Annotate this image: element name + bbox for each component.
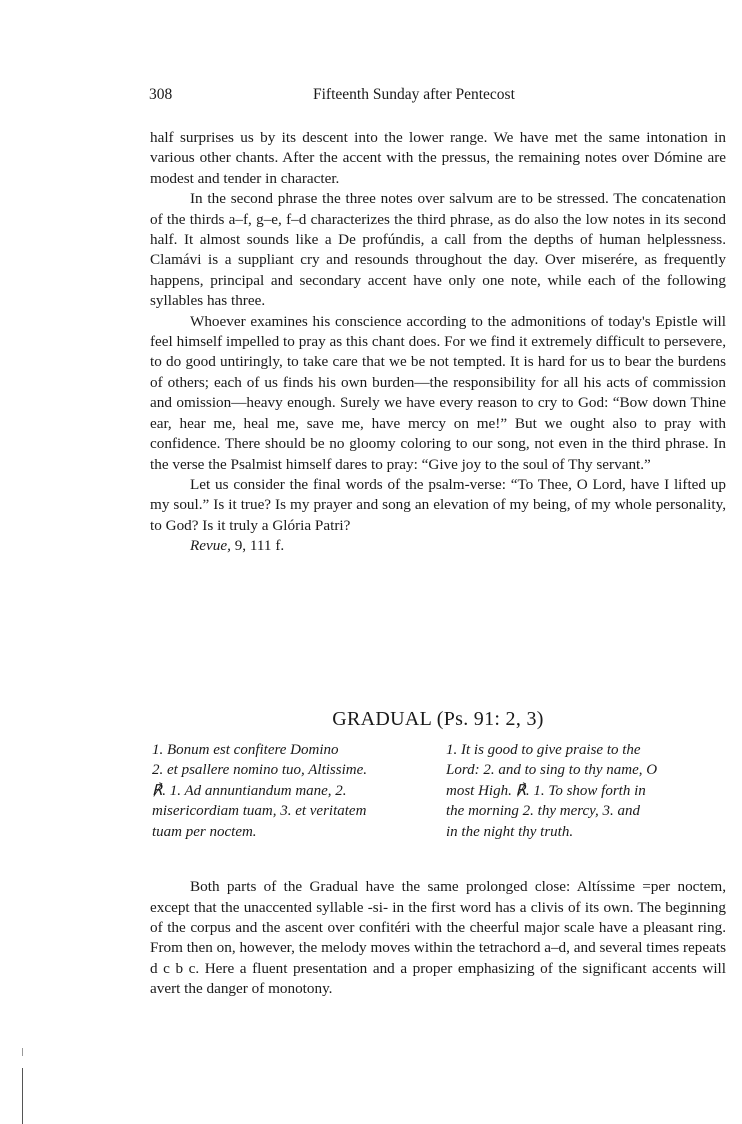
paragraph: Whoever examines his conscience according to the admonitions of today's Epistle will feel himself impelled to pray as this chant does. For we find it extremely difficult to persevere, to do good untiringly, to take care that we be not tempted. It is hard for us to bear the burdens of others; each of us finds his own burden—the responsibility for all his acts of commission and omission—heavy enough. Surely we have every reason to cry to God: “Bow down Thine ear, hear me, heal me, save me, have mercy on me!” But we ought also to pray with confidence. There should be no gloomy coloring to our song, not even in the third phrase. In the verse the Psalmist himself dares to pray: “Give joy to the soul of Thy servant.” bbox=[150, 312, 726, 473]
page-header bbox=[150, 86, 726, 106]
english-line: most High. ℟. 1. To show forth in bbox=[446, 782, 646, 799]
gradual-heading bbox=[150, 708, 726, 731]
gradual-title: GRADUAL bbox=[332, 708, 432, 730]
paragraph: Both parts of the Gradual have the same prolonged close: Altíssime =per noctem, except that the unaccented syllable -si- in the first word has a clivis of its own. The beginning of the corpus and the ascent over confitéri with the cheerful major scale have a pleasant ring. From then on, however, the melody moves within the tetrachord a–d, and several times repeats d c b c. Here a fluent presentation and a proper emphasizing of the significant accents will avert the danger of monotony. bbox=[150, 878, 726, 998]
scan-margin-mark bbox=[22, 1048, 23, 1056]
english-line: Lord: 2. and to sing to thy name, O bbox=[446, 762, 658, 779]
scan-margin-line bbox=[22, 1068, 23, 1124]
latin-line: 2. et psallere nomino tuo, Altissime. bbox=[152, 762, 367, 779]
english-text-column bbox=[446, 740, 728, 842]
latin-line: ℟. 1. Ad annuntiandum mane, 2. bbox=[152, 782, 347, 799]
gradual-citation: (Ps. 91: 2, 3) bbox=[436, 708, 544, 730]
closing-text bbox=[150, 862, 726, 1015]
paragraph: half surprises us by its descent into the lower range. We have met the same intonation in various other chants. After the accent with the pressus, the remaining notes over Dómine are modest and tender in character. bbox=[150, 129, 726, 187]
english-line: in the night thy truth. bbox=[446, 823, 574, 840]
body-text bbox=[150, 128, 726, 557]
reference-source: Revue, bbox=[190, 537, 231, 555]
latin-line: misericordiam tuam, 3. et veritatem bbox=[152, 803, 367, 820]
english-line: the morning 2. thy mercy, 3. and bbox=[446, 803, 640, 820]
latin-line: tuam per noctem. bbox=[152, 823, 257, 840]
latin-text-column bbox=[152, 740, 434, 842]
paragraph: In the second phrase the three notes over salvum are to be stressed. The concatenation of the thirds a–f, g–e, f–d characterizes the third phrase, as do also the low notes in its second half. It almost sounds like a De profúndis, a call from the depths of human helplessness. Clamávi is a suppliant cry and resounds throughout the day. Over miserére, as frequently happens, principal and secondary accent have only one note, while each of the following syllables has three. bbox=[150, 190, 726, 310]
page-number: 308 bbox=[149, 86, 173, 103]
reference-rest: 9, 111 f. bbox=[230, 537, 285, 555]
latin-line: 1. Bonum est confitere Domino bbox=[152, 742, 339, 758]
paragraph: Let us consider the final words of the psalm-verse: “To Thee, O Lord, have I lifted up my soul.” Is it true? Is my prayer and song an elevation of my being, of my whole personality, to God? Is it truly a Glória Patri? bbox=[150, 475, 726, 534]
english-line: 1. It is good to give praise to the bbox=[446, 742, 641, 758]
running-title: Fifteenth Sunday after Pentecost bbox=[313, 86, 515, 103]
source-reference bbox=[150, 536, 726, 556]
